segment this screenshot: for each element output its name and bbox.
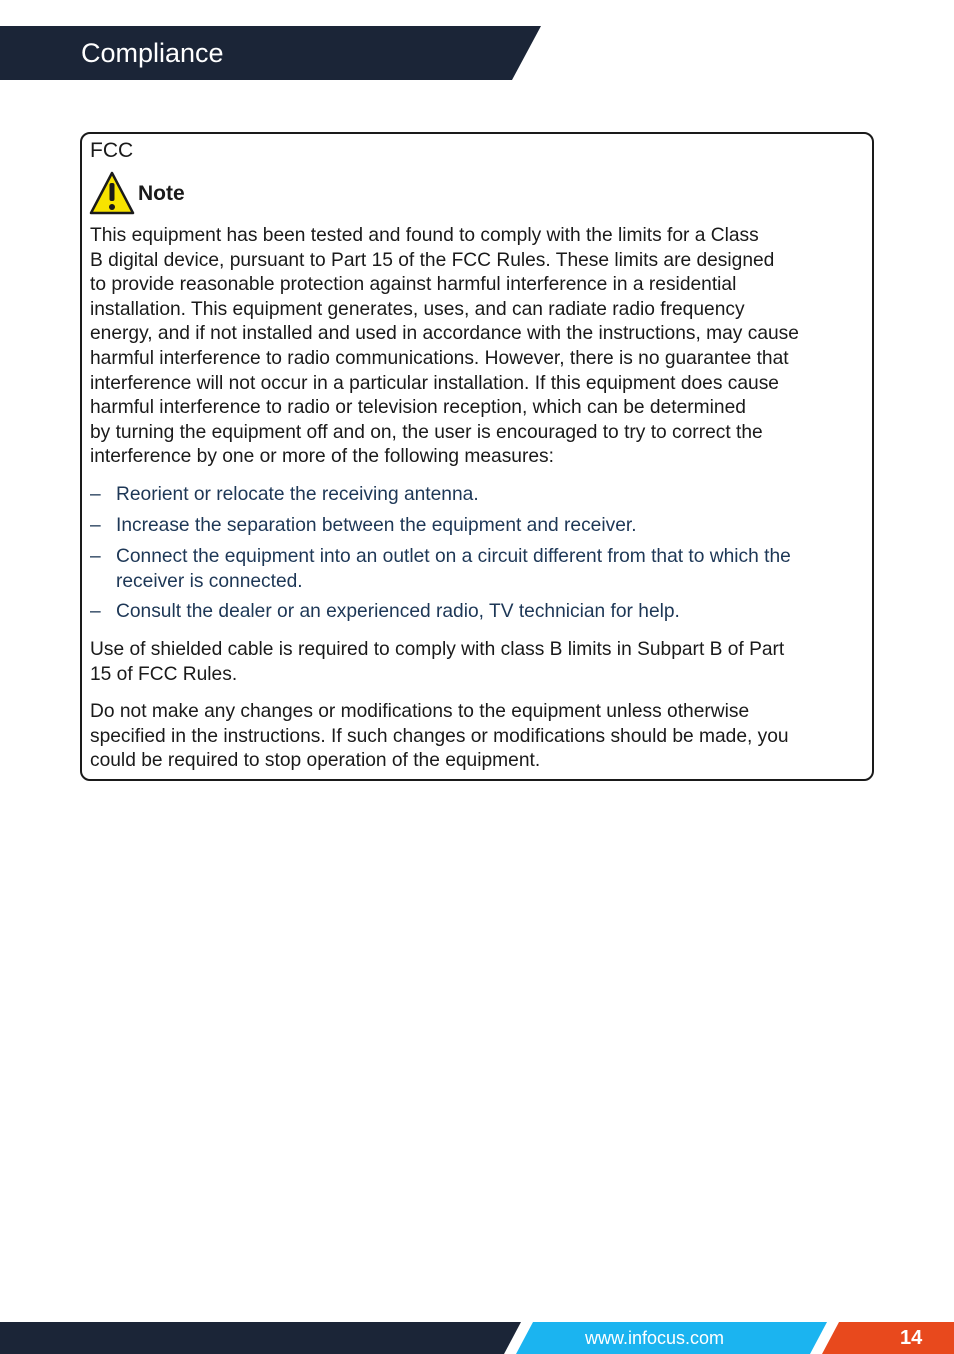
paragraph-line: installation. This equipment generates, uses, and can radiate radio frequency — [90, 298, 745, 320]
paragraph-line: B digital device, pursuant to Part 15 of the FCC Rules. These limits are designed — [90, 249, 775, 271]
paragraph-line: specified in the instructions. If such changes or modifications should be made, you — [90, 725, 789, 747]
warning-triangle-icon — [89, 171, 135, 215]
paragraph-line: interference by one or more of the following measures: — [90, 446, 554, 468]
fcc-intro-paragraph — [90, 224, 799, 470]
measure-text: receiver is connected. — [116, 570, 303, 592]
measure-text: Increase the separation between the equipment and receiver. — [116, 515, 637, 536]
paragraph-line: could be required to stop operation of the equipment. — [90, 750, 541, 772]
paragraph-line: Use of shielded cable is required to comply with class B limits in Subpart B of Part — [90, 639, 785, 660]
measure-text: Connect the equipment into an outlet on a circuit different from that to which the — [116, 546, 791, 567]
measure-text: Consult the dealer or an experienced radio, TV technician for help. — [116, 601, 680, 622]
paragraph-line: harmful interference to radio or television reception, which can be determined — [90, 397, 746, 419]
paragraph-line: energy, and if not installed and used in accordance with the instructions, may cause — [90, 323, 799, 345]
paragraph-line: harmful interference to radio communications. However, there is no guarantee that — [90, 347, 789, 369]
paragraph-line: 15 of FCC Rules. — [90, 663, 238, 685]
note-label: Note — [138, 182, 185, 205]
list-dash: – — [90, 601, 101, 622]
paragraph-line: This equipment has been tested and found to comply with the limits for a Class — [90, 225, 759, 246]
paragraph-line: Do not make any changes or modifications to the equipment unless otherwise — [90, 701, 750, 722]
paragraph-line: by turning the equipment off and on, the user is encouraged to try to correct the — [90, 421, 763, 443]
list-dash: – — [90, 484, 101, 505]
measure-text: Reorient or relocate the receiving antenna. — [116, 484, 479, 505]
list-dash: – — [90, 546, 101, 567]
website-link[interactable]: www.infocus.com — [585, 1328, 725, 1348]
page-number: 14 — [900, 1327, 923, 1349]
shielded-cable-paragraph — [90, 638, 784, 687]
footer-bar — [0, 1322, 954, 1354]
paragraph-line: interference will not occur in a particular installation. If this equipment does cause — [90, 372, 779, 394]
modifications-paragraph — [90, 700, 789, 774]
fcc-heading: FCC — [90, 139, 134, 162]
page-title: Compliance — [81, 38, 224, 68]
paragraph-line: to provide reasonable protection against harmful interference in a residential — [90, 274, 737, 296]
list-dash: – — [90, 515, 101, 536]
